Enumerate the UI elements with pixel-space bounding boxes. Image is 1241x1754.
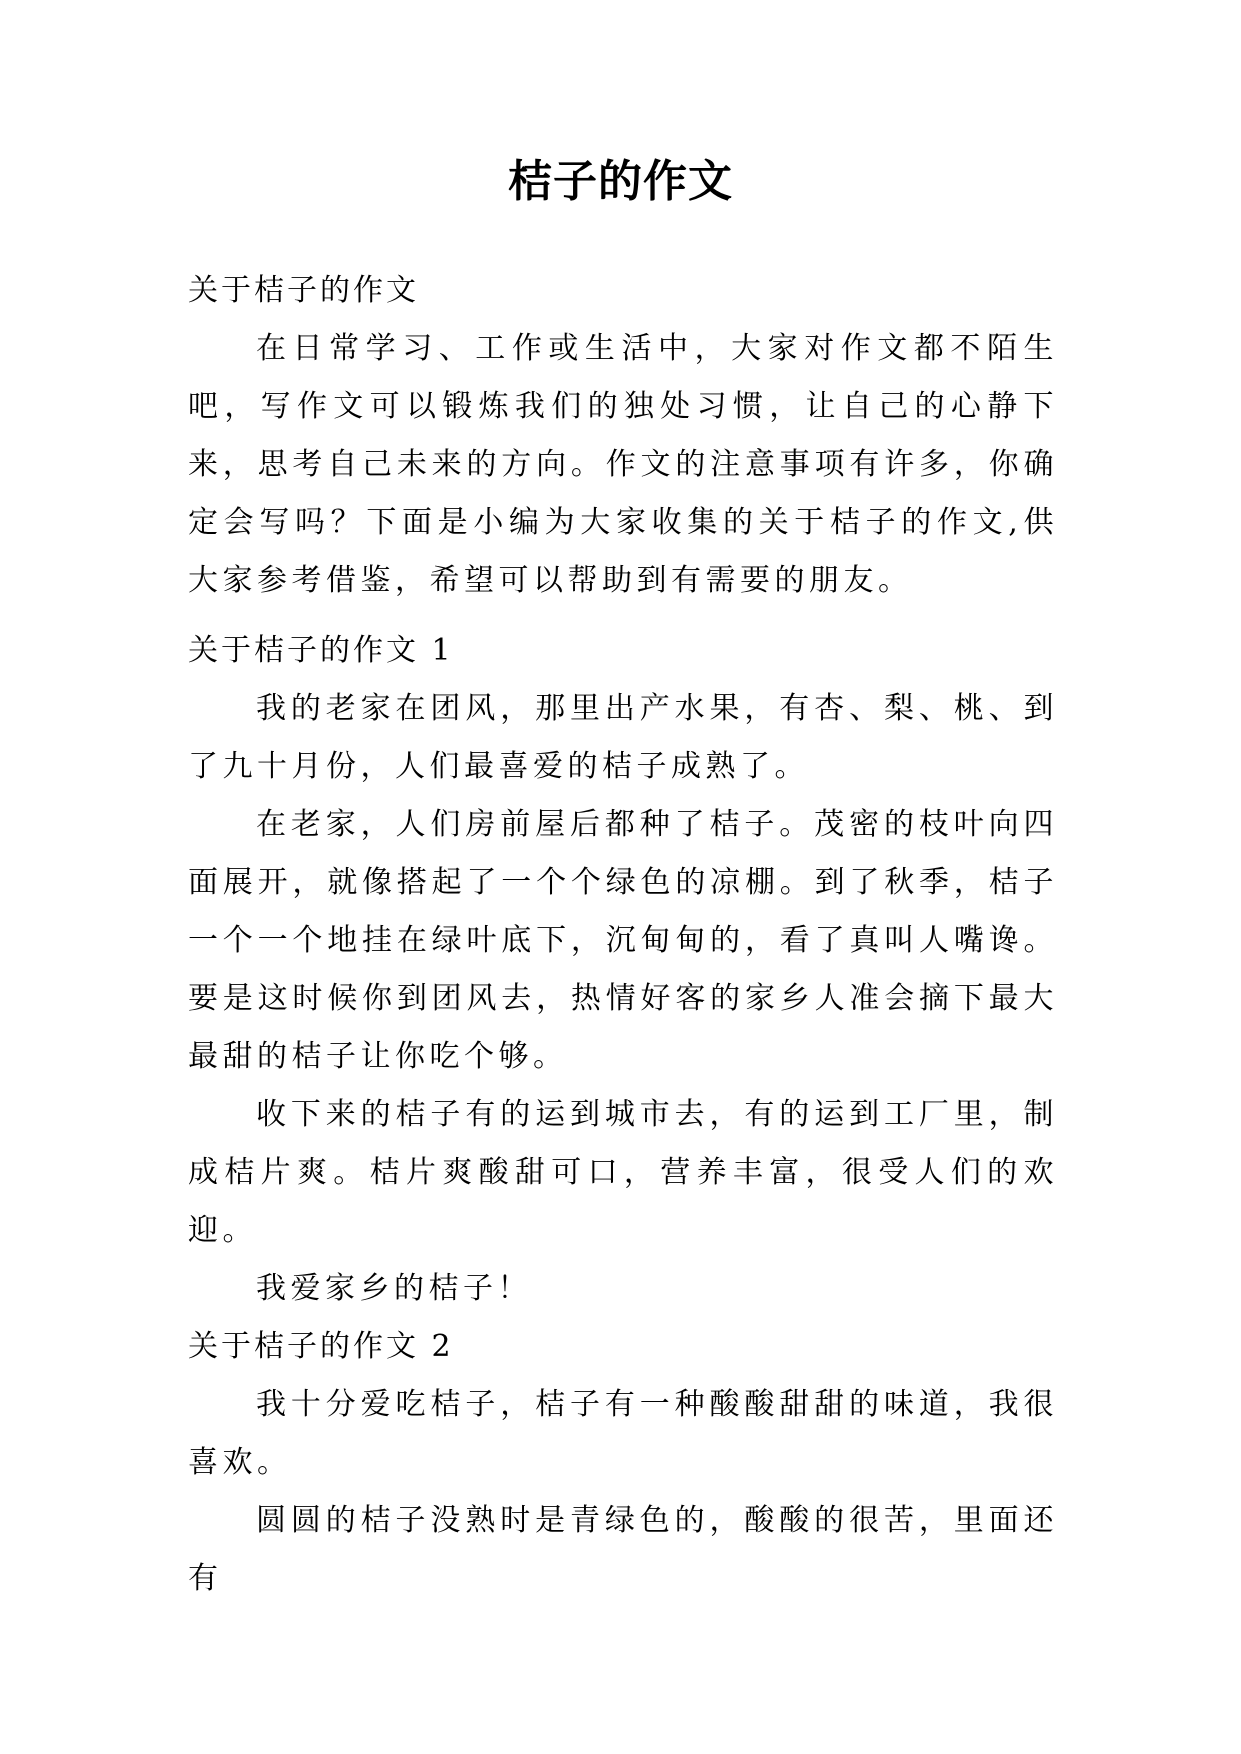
essay-1-heading: 关于桔子的作文 1 [188, 633, 454, 668]
essay-1 [188, 622, 1058, 1608]
intro-heading: 关于桔子的作文 [188, 273, 419, 308]
document-title: 桔子的作文 [508, 156, 733, 207]
essay-1-paragraph: 我的老家在团风，那里出产水果，有杏、梨、桃、到了九十月份，人们最喜爱的桔子成熟了。 [188, 691, 1058, 784]
essay-2-paragraph: 我十分爱吃桔子，桔子有一种酸酸甜甜的味道，我很喜欢。 [188, 1387, 1058, 1480]
intro-paragraph: 在日常学习、工作或生活中，大家对作文都不陌生吧，写作文可以锻炼我们的独处习惯，让自己的心静下来，思考自己未来的方向。作文的注意事项有许多，你确定会写吗？下面是小编为大家收集的关于桔子的作文,供大家参考借鉴，希望可以帮助到有需要的朋友。 [188, 331, 1058, 598]
essay-1-paragraph: 在老家，人们房前屋后都种了桔子。茂密的枝叶向四面展开，就像搭起了一个个绿色的凉棚。到了秋季，桔子一个一个地挂在绿叶底下，沉甸甸的，看了真叫人嘴谗。要是这时候你到团风去，热情好客的家乡人准会摘下最大最甜的桔子让你吃个够。 [188, 807, 1058, 1074]
essay-2-paragraph: 圆圆的桔子没熟时是青绿色的，酸酸的很苦，里面还有 [188, 1503, 1058, 1596]
essay-1-paragraph: 收下来的桔子有的运到城市去，有的运到工厂里，制成桔片爽。桔片爽酸甜可口，营养丰富，很受人们的欢迎。 [188, 1097, 1058, 1248]
document-body [188, 262, 1058, 610]
essay-2-heading: 关于桔子的作文 2 [188, 1329, 454, 1364]
essay-1-paragraph: 我爱家乡的桔子！ [256, 1271, 532, 1306]
